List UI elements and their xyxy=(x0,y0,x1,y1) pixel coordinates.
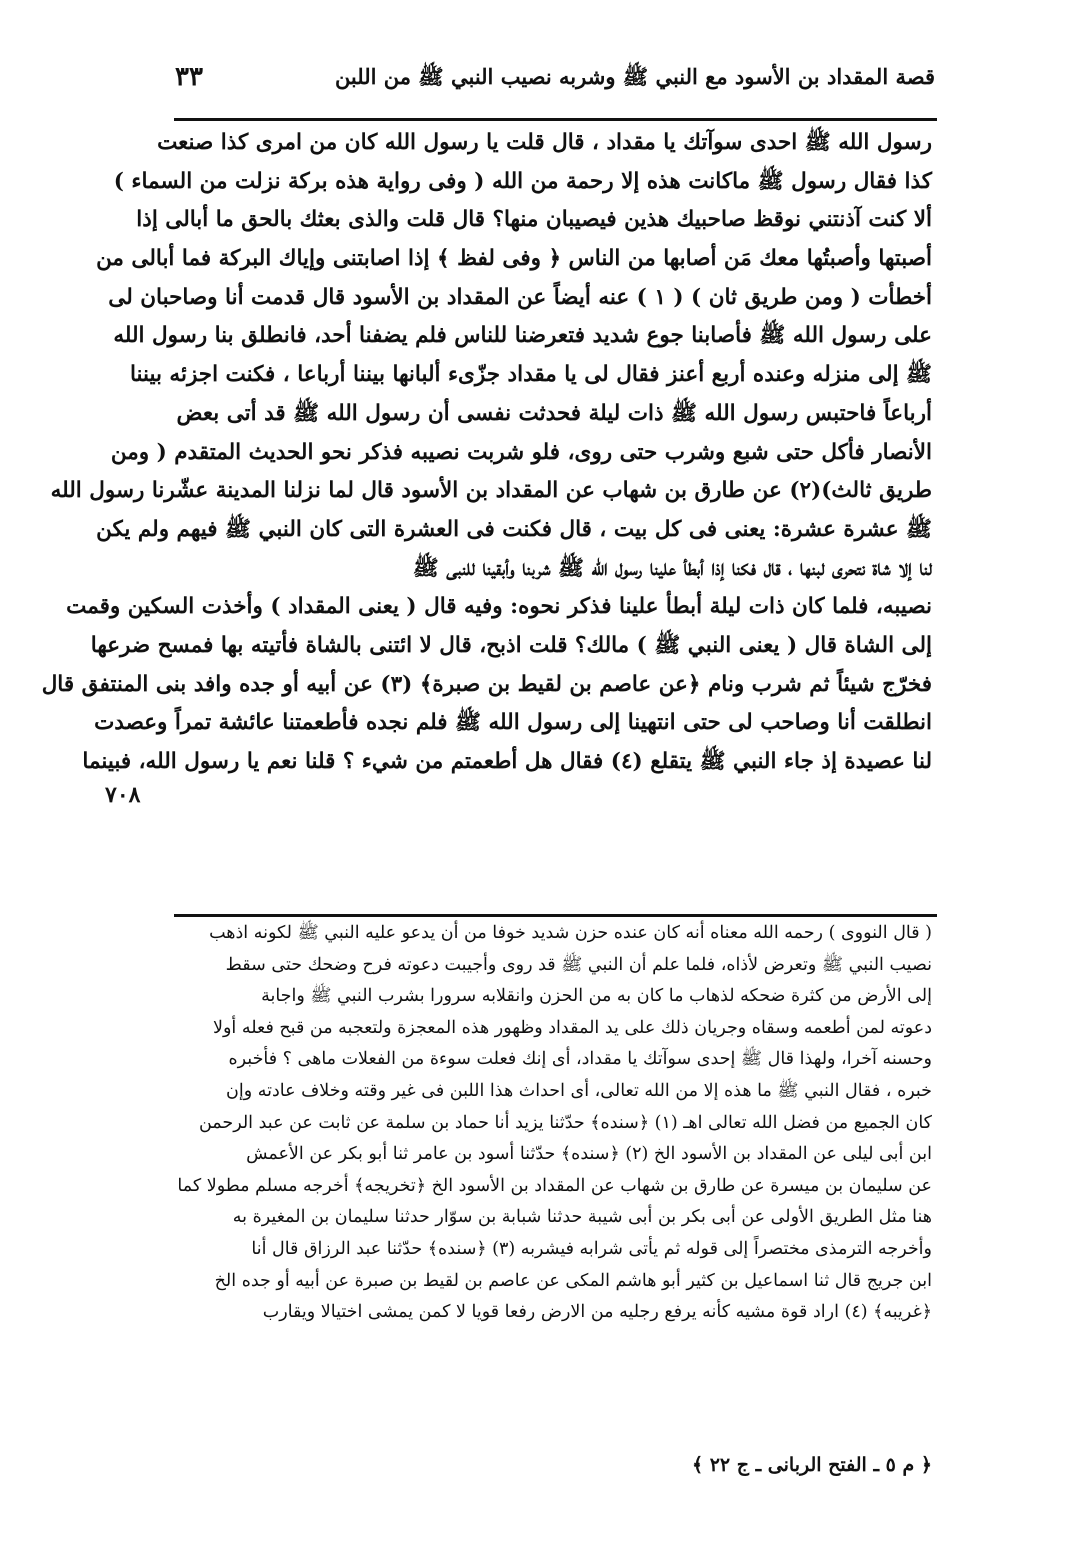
main-text-line: ﷺ إلى منزله وعنده أربع أعنز فقال لى يا مقداد جزّىء ألبانها بيننا أرباعا ، فكنت اجزئه بيننا xyxy=(129,362,932,388)
footnote-line: هنا مثل الطريق الأولى عن أبى بكر بن أبى شيبة حدثنا شبابة بن سوّار حدثنا سليمان بن المغيرة به xyxy=(232,1207,932,1228)
main-text-line: أرباعاً فاحتبس رسول الله ﷺ ذات ليلة فحدثت نفسى أن رسول الله ﷺ قد أتى بعض xyxy=(176,400,932,426)
running-title: قصة المقداد بن الأسود مع النبي ﷺ وشربه نصيب النبي ﷺ من اللبن xyxy=(334,64,935,89)
footnote-line: ( قال النووى ) رحمه الله معناه أنه كان عنده حزن شديد خوفا من أن يدعو عليه النبي ﷺ لكونه اذهب xyxy=(209,923,932,943)
main-text-line: طريق ثالث)(٢) عن طارق بن شهاب عن المقداد بن الأسود قال لما نزلنا المدينة عشّرنا رسول الله xyxy=(50,478,932,504)
page-number: ٣٣ xyxy=(175,62,203,92)
footnote-line: دعوته لمن أطعمه وسقاه وجريان ذلك على يد المقداد وظهور هذه المعجزة ولتعجبه من قبح فعله أولا xyxy=(212,1017,932,1038)
footnote-line: وحسنه آخرا، ولهذا قال ﷺ إحدى سوآتك يا مقداد، أى إنك فعلت سوءة من الفعلات ماهى ؟ فأخبره xyxy=(228,1049,932,1070)
footnote-line: نصيب النبي ﷺ وتعرض لأذاه، فلما علم أن النبي ﷺ قد روى وأجيبت دعوته فرح وضحك حتى سقط xyxy=(225,954,932,975)
page-header xyxy=(175,62,935,110)
main-text-line: رسول الله ﷺ احدى سوآتك يا مقداد ، قال قلت يا رسول الله كان من امرى كذا صنعت xyxy=(157,130,932,155)
main-text-line: كذا فقال رسول ﷺ ماكانت هذه إلا رحمة من الله ( وفى رواية هذه بركة نزلت من السماء ) xyxy=(113,168,932,194)
main-text-line: ﷺ عشرة عشرة: يعنى فى كل بيت ، قال فكنت فى العشرة التى كان النبي ﷺ فيهم ولم يكن xyxy=(96,516,932,542)
header-rule xyxy=(174,118,937,121)
footnote-line: ﴿غريبه﴾ (٤) اراد قوة مشيه كأنه يرفع رجليه من الارض رفعا قويا لا كمن يمشى اختيالا ويقارب xyxy=(262,1302,932,1323)
main-text-line: الأنصار فأكل حتى شبع وشرب حتى روى، فلو شربت نصيبه فذكر نحو الحديث المتقدم ( ومن xyxy=(110,439,932,465)
hadith-number: ٧٠٨ xyxy=(105,782,141,808)
main-text-line: أخطأت ( ومن طريق ثان ) ( ١ ) عنه أيضاً عن المقداد بن الأسود قال قدمت أنا وصاحبان لى xyxy=(108,284,932,310)
main-text-line: انطلقت أنا وصاحب لى حتى انتهينا إلى رسول الله ﷺ فلم نجده فأطعمتنا عائشة تمراً وعصدت xyxy=(94,710,932,736)
footnote-line: ابن جريج قال ثنا اسماعيل بن كثير أبو هاشم المكى عن عاصم بن لقيط بن صبرة عن أبيه أو جده الخ xyxy=(214,1270,932,1291)
footnotes-block xyxy=(176,918,932,1329)
main-text-line: إلى الشاة قال ( يعنى النبي ﷺ ) مالك؟ قلت اذبح، قال لا ائتنى بالشاة فأتيته بها فمسح ضرعها xyxy=(90,632,932,658)
main-text-line: لنا إلا شاة نتحرى لبنها ، قال فكنا إذا أبطأ علينا رسول الله ﷺ شربنا وأبقينا للنبى ﷺ xyxy=(412,555,932,581)
signature-mark: ﴿ م ٥ ـ الفتح الربانى ـ ج ٢٢ ﴾ xyxy=(691,1454,932,1476)
main-text-line: فخرّج شيئاً ثم شرب ونام ﴿عن عاصم بن لقيط بن صبرة﴾ (٣) عن أبيه أو جده وافد بنى المنتفق قال xyxy=(41,671,932,697)
main-text-line: ألا كنت آذنتني نوقظ صاحبيك هذين فيصيبان منها؟ قال قلت والذى بعثك بالحق ما أبالى إذا xyxy=(136,207,932,233)
footnote-rule xyxy=(174,914,937,917)
main-text-line: أصبتها وأصبتُها معك مَن أصابها من الناس ﴿ وفى لفظ ﴾ إذا اصابتنى وإياك البركة فما أبالى من xyxy=(96,246,932,272)
footnote-line: كان الجميع من فضل الله تعالى اهـ (١) ﴿سنده﴾ حدّثنا يزيد أنا حماد بن سلمة عن ثابت عن عبد الرحمن xyxy=(198,1112,932,1133)
footnote-line: وأخرجه الترمذى مختصراً إلى قوله ثم يأتى شرابه فيشربه (٣) ﴿سنده﴾ حدّثنا عبد الرزاق قال أنا xyxy=(251,1238,932,1259)
main-text-block xyxy=(41,124,932,782)
main-text-line: على رسول الله ﷺ فأصابنا جوع شديد فتعرضنا للناس فلم يضفنا أحد، فانطلق بنا رسول الله xyxy=(113,323,932,349)
footnote-line: ابن أبى ليلى عن المقداد بن الأسود الخ (٢) ﴿سنده﴾ حدّثنا أسود بن عامر ثنا أبو بكر عن الأعمش xyxy=(246,1144,932,1165)
main-text-line: نصيبه، فلما كان ذات ليلة أبطأ علينا فذكر نحوه: وفيه قال ( يعنى المقداد ) وأخذت السكين وقمت xyxy=(66,594,932,620)
main-text-line: لنا عصيدة إذ جاء النبي ﷺ يتقلع (٤) فقال هل أطعمتم من شيء ؟ قلنا نعم يا رسول الله، فبينما xyxy=(82,749,932,774)
footnote-line: خبره ، فقال النبي ﷺ ما هذه إلا من الله تعالى، أى احداث هذا اللبن فى غير وقته وخلاف عادته وإن xyxy=(226,1080,932,1101)
footnote-line: عن سليمان بن ميسرة عن طارق بن شهاب عن المقداد بن الأسود الخ ﴿تخريجه﴾ أخرجه مسلم مطولا كما xyxy=(177,1175,932,1196)
footnote-line: إلى الأرض من كثرة ضحكه لذهاب ما كان به من الحزن وانقلابه سرورا بشرب النبي ﷺ واجابة xyxy=(261,986,932,1007)
